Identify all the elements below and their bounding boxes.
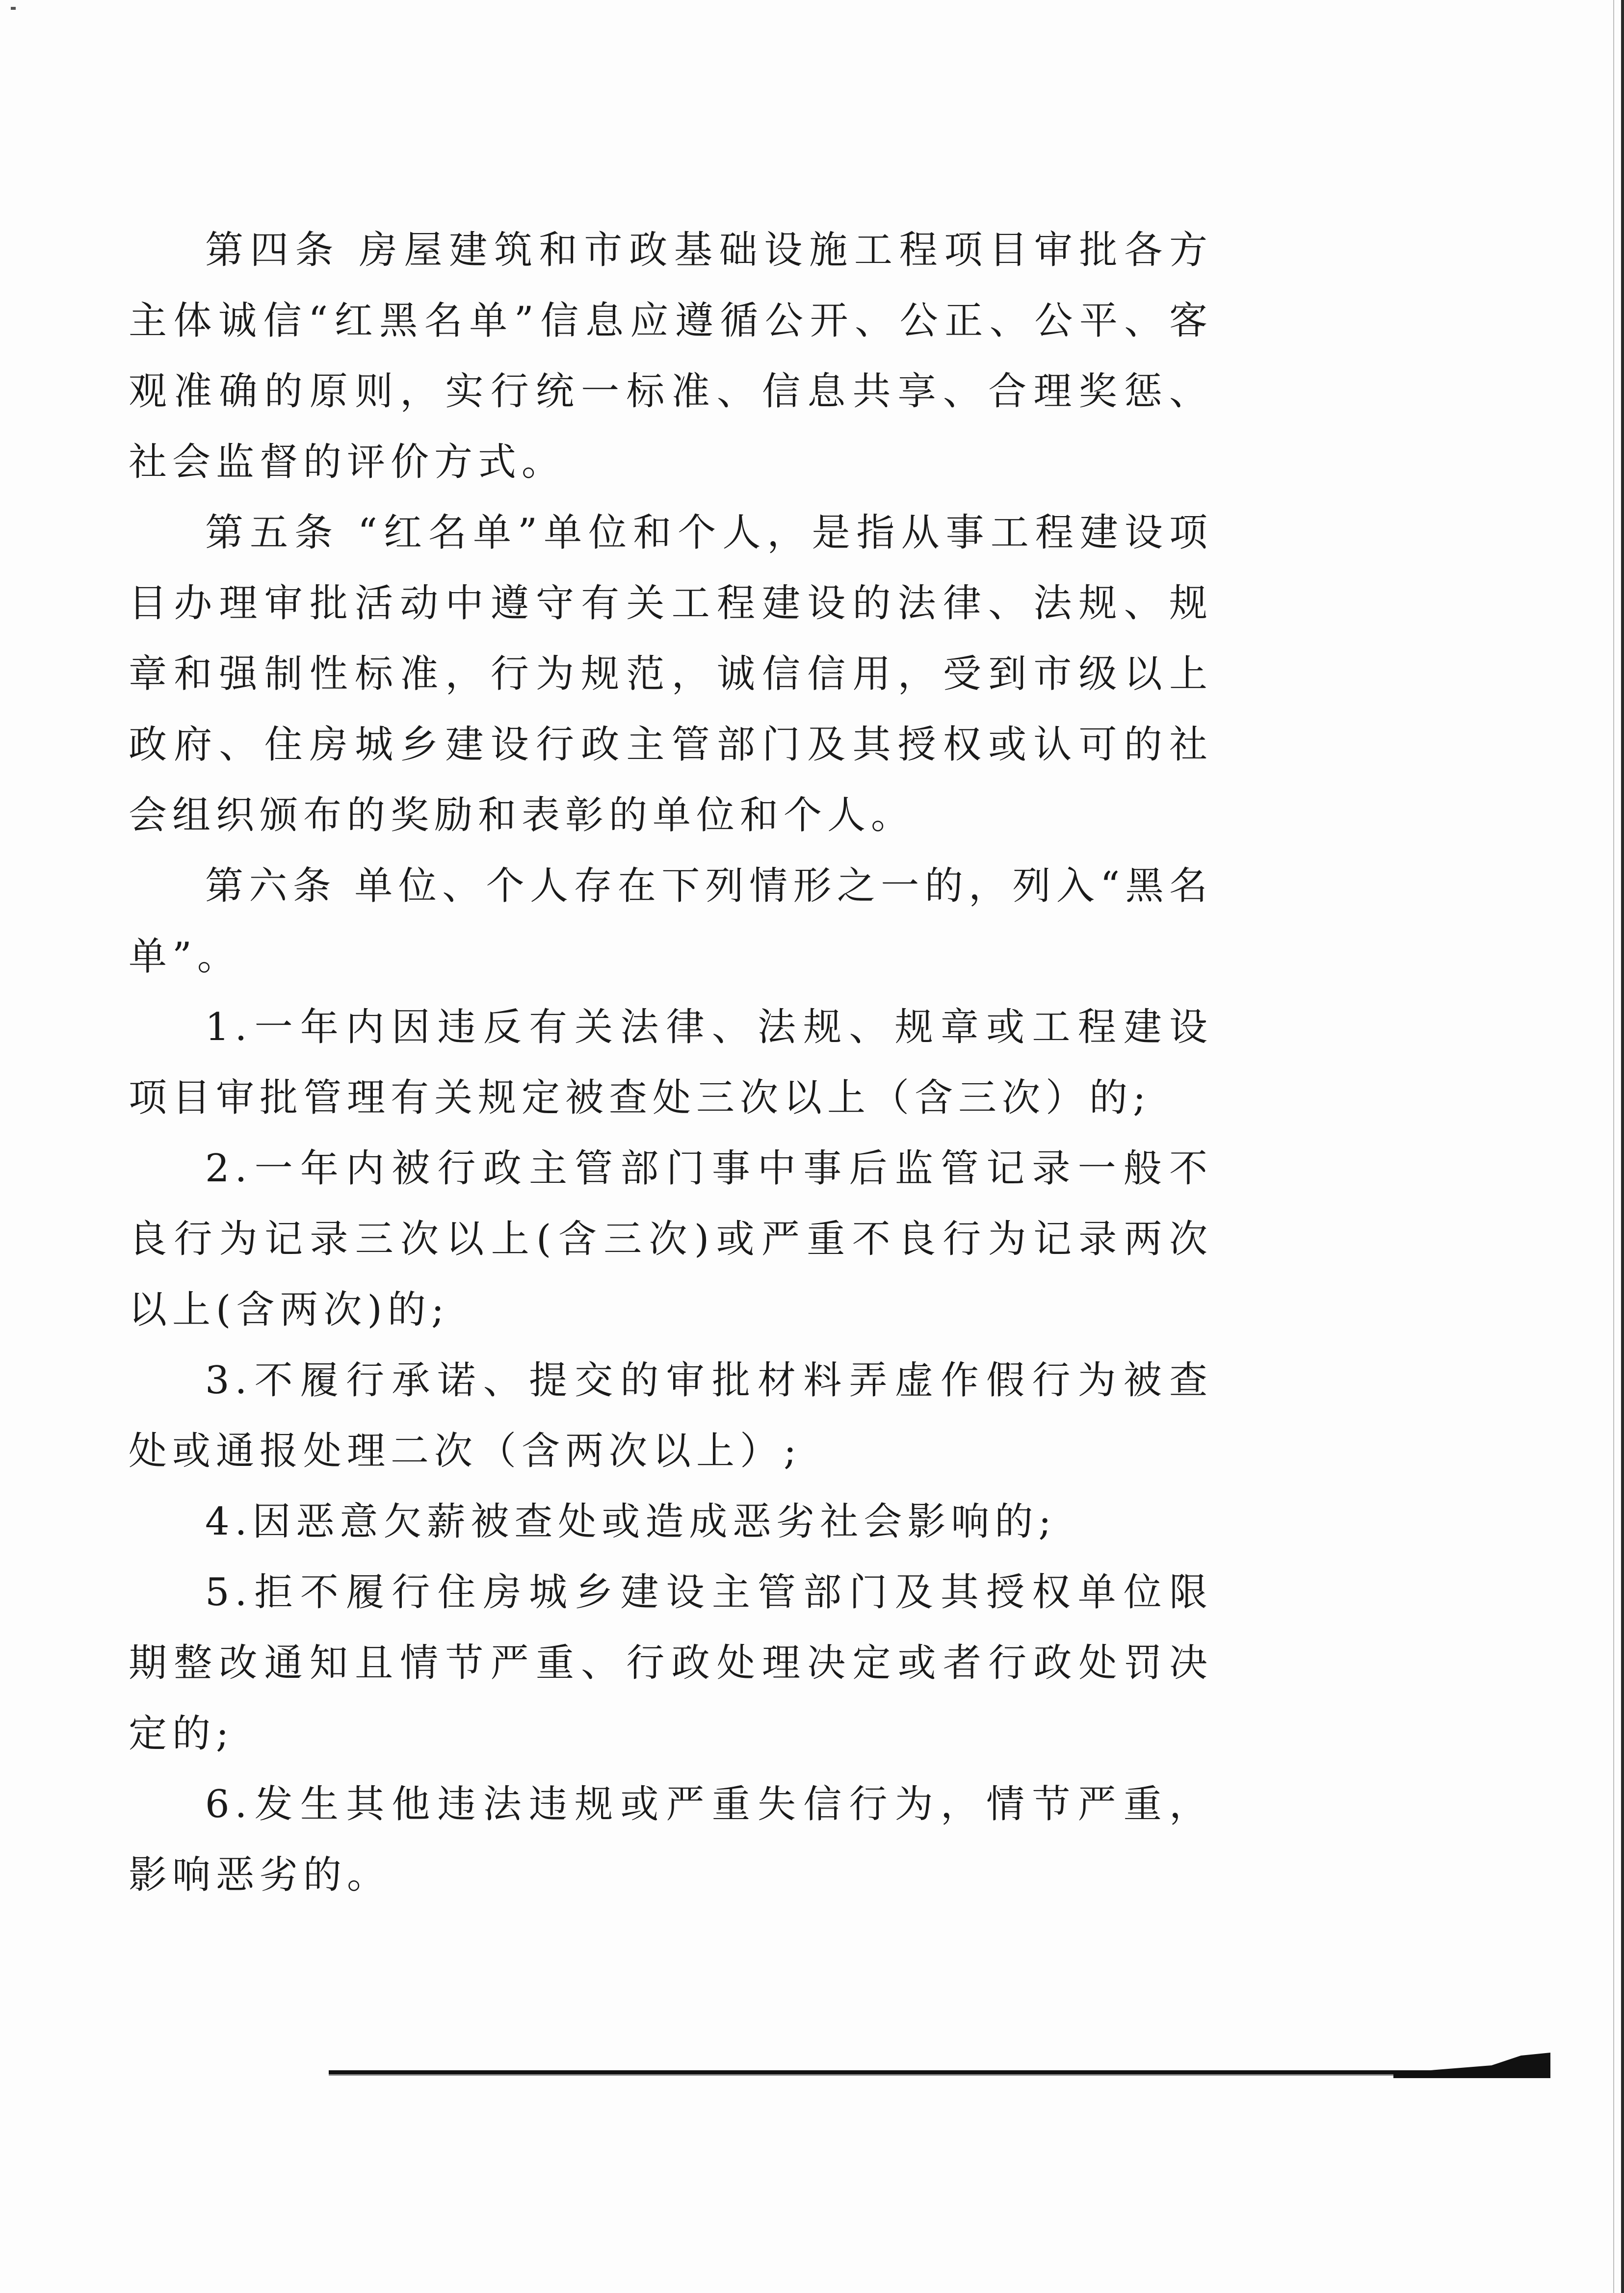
scan-edge-line xyxy=(1613,0,1614,2293)
list-item-1: 1.一年内因违反有关法律、法规、规章或工程建设项目审批管理有关规定被查处三次以上（含三次）的; xyxy=(129,1005,1213,1120)
footer-rule-wedge xyxy=(1393,2051,1550,2078)
article-4-paragraph: 第四条 房屋建筑和市政基础设施工程项目审批各方主体诚信“红黑名单”信息应遵循公开、公正、公平、客观准确的原则，实行统一标准、信息共享、合理奖惩、社会监督的评价方式。 xyxy=(129,228,1213,484)
article-6-paragraph: 第六条 单位、个人存在下列情形之一的，列入“黑名单”。 xyxy=(129,864,1213,979)
document-body xyxy=(129,215,1213,1910)
scan-edge-border xyxy=(1621,0,1624,2293)
footer-rule xyxy=(329,2070,1545,2074)
scan-artifact xyxy=(11,7,16,10)
list-item-2: 2.一年内被行政主管部门事中事后监管记录一般不良行为记录三次以上(含三次)或严重不良行为记录两次以上(含两次)的; xyxy=(129,1146,1213,1332)
list-item-6: 6.发生其他违法违规或严重失信行为，情节严重，影响恶劣的。 xyxy=(129,1782,1213,1897)
list-item-3: 3.不履行承诺、提交的审批材料弄虚作假行为被查处或通报处理二次（含两次以上）; xyxy=(129,1358,1213,1473)
article-5-paragraph: 第五条 “红名单”单位和个人，是指从事工程建设项目办理审批活动中遵守有关工程建设的法律、法规、规章和强制性标准，行为规范，诚信信用，受到市级以上政府、住房城乡建设行政主管部门及其授权或认可的社会组织颁布的奖励和表彰的单位和个人。 xyxy=(129,511,1213,837)
list-item-5: 5.拒不履行住房城乡建设主管部门及其授权单位限期整改通知且情节严重、行政处理决定或者行政处罚决定的; xyxy=(129,1570,1213,1756)
list-item-4: 4.因恶意欠薪被查处或造成恶劣社会影响的; xyxy=(205,1500,1057,1544)
footer-rule-shadow xyxy=(329,2074,1545,2076)
